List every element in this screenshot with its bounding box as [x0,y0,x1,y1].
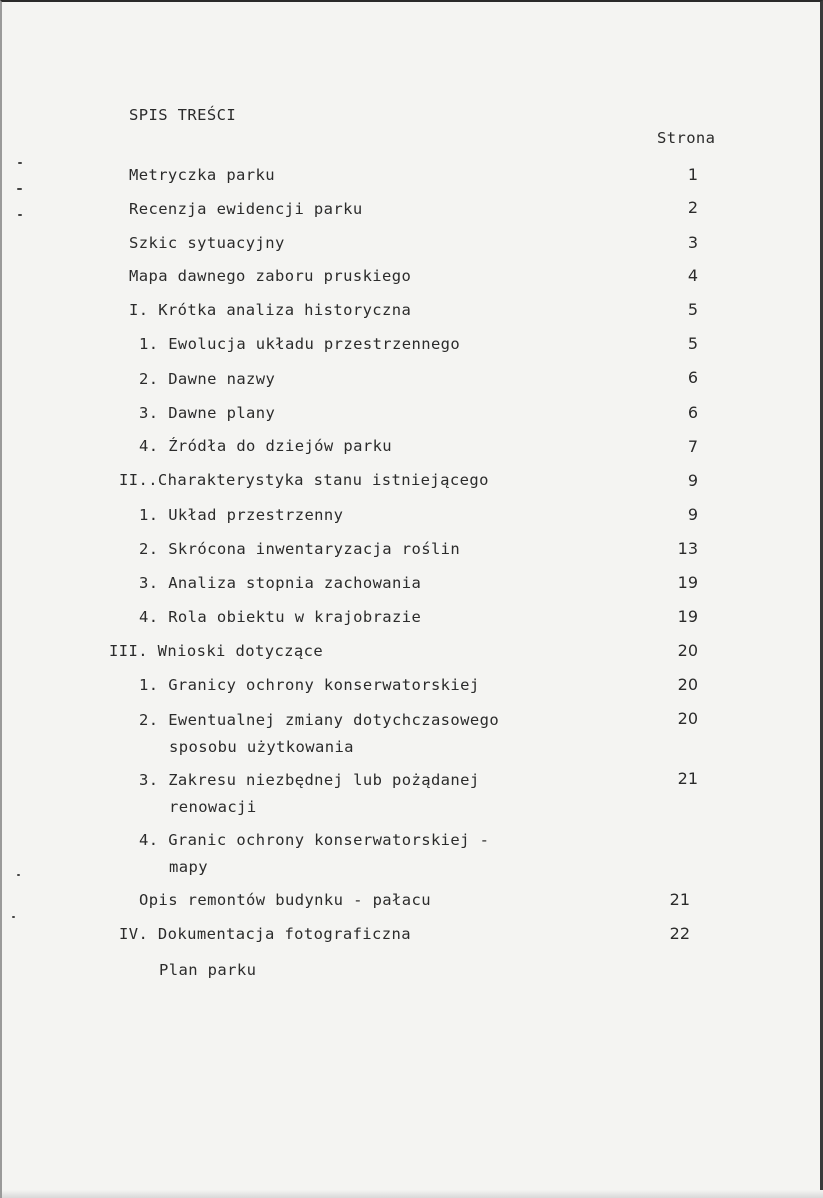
toc-subentry-title: 1. Granicy ochrony konserwatorskiej [139,676,480,694]
toc-entry-page: 6 [687,368,698,387]
toc-subentry-title: 3. Zakresu niezbędnej lub pożądanej [139,771,480,789]
toc-entry-page: 1 [687,165,698,184]
toc-entry-page: 19 [677,573,698,592]
margin-mark [12,916,15,918]
toc-section-title: II..Charakterystyka stanu istniejącego [119,471,489,489]
margin-mark [18,214,22,216]
toc-subentry-title: 2. Skrócona inwentaryzacja roślin [139,540,461,558]
toc-entry-page: 5 [687,334,698,353]
toc-entry-title: Mapa dawnego zaboru pruskiego [129,267,412,285]
toc-subentry-title: 3. Analiza stopnia zachowania [139,574,422,592]
toc-entry-title: Szkic sytuacyjny [129,234,285,252]
toc-subentry-continuation: sposobu użytkowania [169,738,354,756]
toc-entry-page: 6 [687,403,698,422]
toc-subentry-title: 2. Ewentualnej zmiany dotychczasowego [139,711,500,729]
toc-entry-page: 19 [677,607,698,626]
toc-entry-page: 4 [687,266,698,285]
margin-mark [17,874,20,876]
margin-mark [18,162,22,164]
toc-subentry-title: 2. Dawne nazwy [139,370,276,388]
toc-entry-page: 9 [687,505,698,524]
page-bottom-edge [2,1190,823,1198]
toc-subentry-title: 1. Układ przestrzenny [139,506,344,524]
toc-entry-page: 7 [687,437,698,456]
toc-entry-title: Plan parku [159,961,257,979]
toc-entry-page: 9 [687,471,698,490]
toc-subentry-title: 3. Dawne plany [139,404,276,422]
toc-subentry-title: 4. Rola obiektu w krajobrazie [139,608,422,626]
toc-entry-page: 22 [669,924,690,943]
toc-entry-title: Recenzja ewidencji parku [129,200,363,218]
toc-subentry-title: 4. Źródła do dziejów parku [139,437,393,455]
toc-entry-page: 20 [677,641,698,660]
toc-heading: SPIS TREŚCI [129,106,237,124]
toc-subentry-continuation: renowacji [169,798,257,816]
margin-mark [17,188,22,190]
toc-subentry-title: 4. Granic ochrony konserwatorskiej - [139,831,490,849]
toc-entry-title: Opis remontów budynku - pałacu [139,891,431,909]
page-column-header: Strona [657,129,716,147]
toc-section-title: I. Krótka analiza historyczna [129,301,412,319]
toc-entry-page: 20 [677,675,698,694]
toc-entry-page: 21 [677,769,698,788]
toc-entry-page: 21 [669,890,690,909]
toc-entry-page: 2 [687,198,698,217]
toc-subentry-title: 1. Ewolucja układu przestrzennego [139,335,461,353]
toc-section-title: III. Wnioski dotyczące [109,642,324,660]
toc-entry-title: Metryczka parku [129,166,275,184]
toc-entry-page: 20 [677,709,698,728]
toc-subentry-continuation: mapy [169,858,208,876]
toc-section-title: IV. Dokumentacja fotograficzna [119,925,411,943]
toc-entry-page: 3 [687,233,698,252]
toc-entry-page: 5 [687,300,698,319]
toc-entry-page: 13 [677,539,698,558]
